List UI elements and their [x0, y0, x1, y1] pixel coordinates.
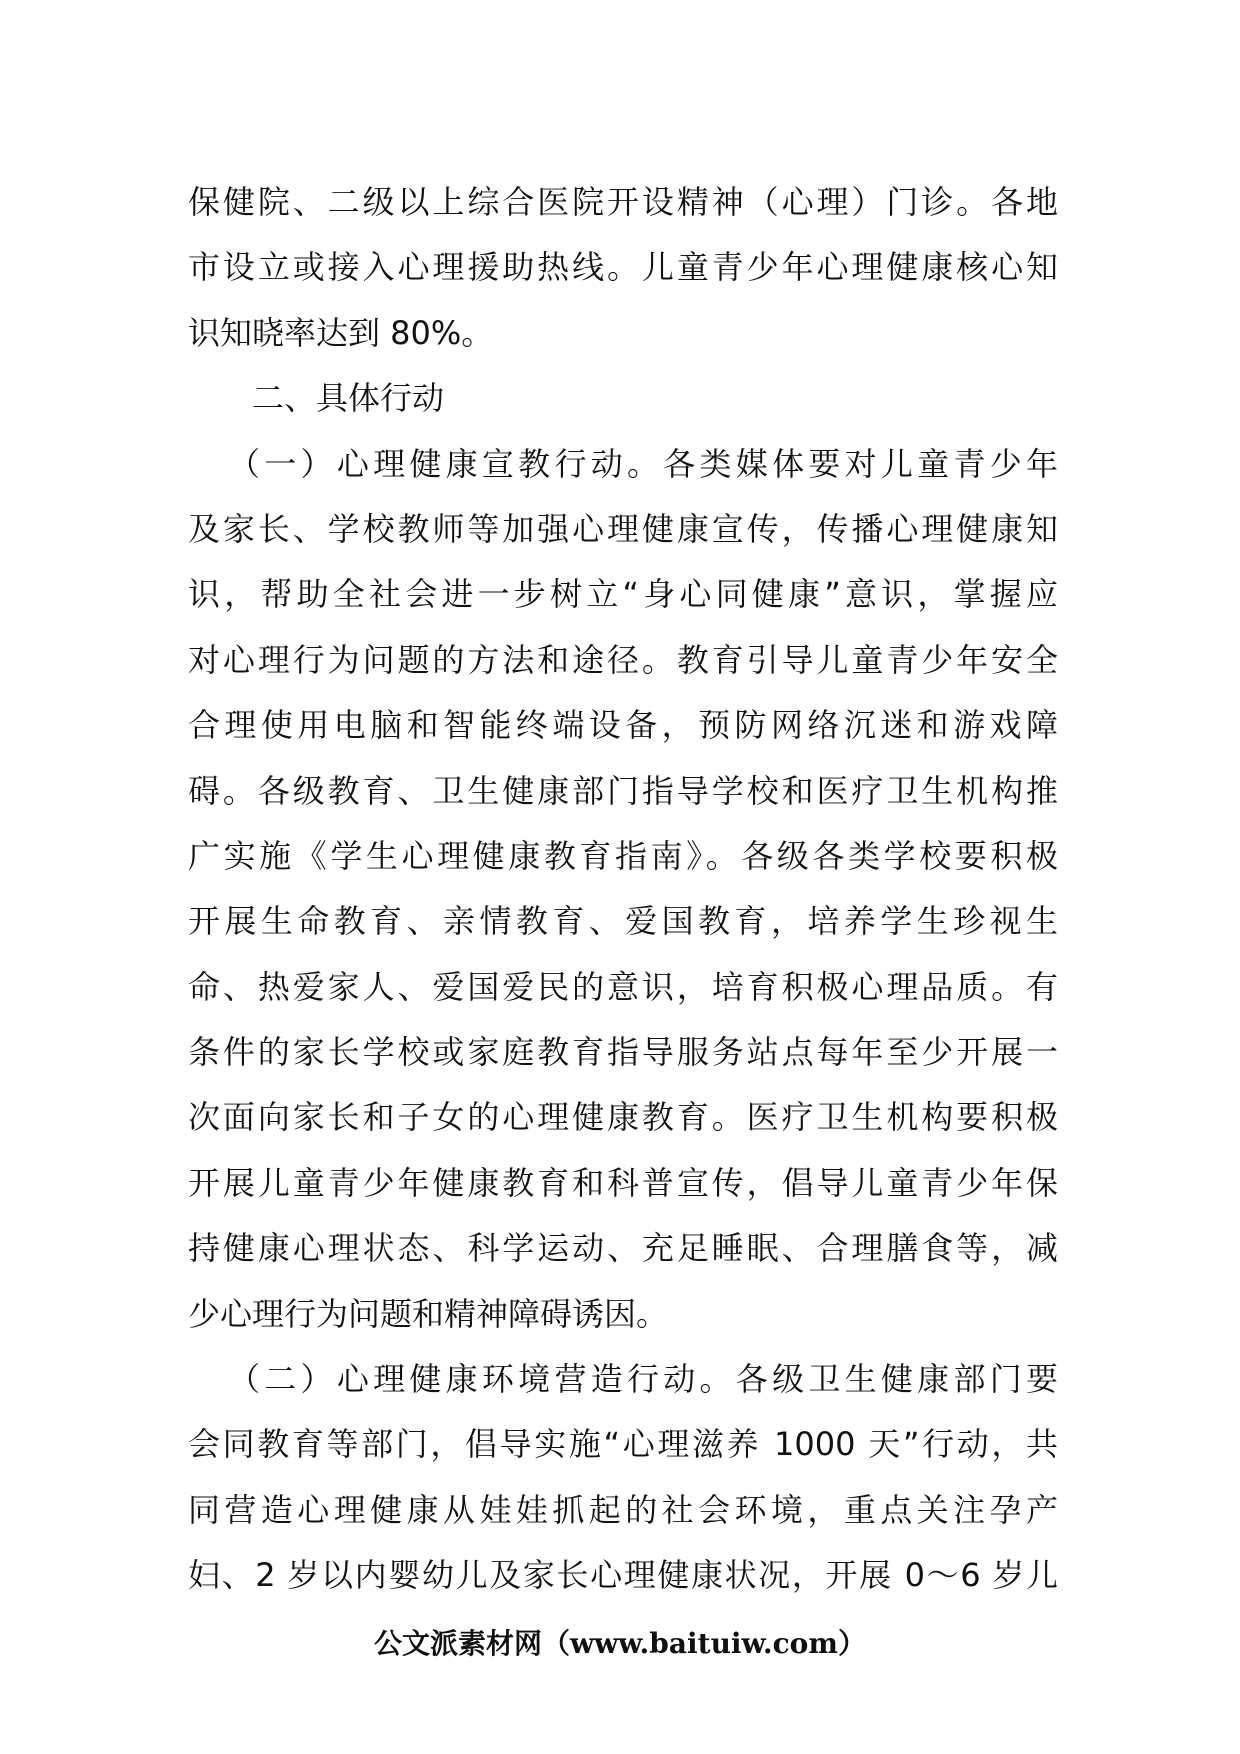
text-line: 对心理行为问题的方法和途径。教育引导儿童青少年安全 — [188, 640, 1058, 679]
paragraph-start-line: （二）心理健康环境营造行动。各级卫生健康部门要 — [228, 1360, 1058, 1399]
document-body — [188, 170, 1058, 1609]
text-line: 命、热爱家人、爱国爱民的意识，培育积极心理品质。有 — [188, 967, 1058, 1006]
text-line: 开展生命教育、亲情教育、爱国教育，培养学生珍视生 — [188, 902, 1058, 941]
section-heading: 二、具体行动 — [252, 379, 445, 418]
text-line: 合理使用电脑和智能终端设备，预防网络沉迷和游戏障 — [188, 706, 1058, 745]
text-line: 持健康心理状态、科学运动、充足睡眠、合理膳食等，减 — [188, 1229, 1058, 1268]
footer-watermark: 公文派素材网（www.baituiw.com） — [374, 1627, 866, 1660]
text-line: 开展儿童青少年健康教育和科普宣传，倡导儿童青少年保 — [188, 1163, 1058, 1202]
text-line: 条件的家长学校或家庭教育指导服务站点每年至少开展一 — [188, 1033, 1058, 1072]
text-line: 妇、2 岁以内婴幼儿及家长心理健康状况，开展 0～6 岁儿 — [188, 1556, 1058, 1595]
text-line: 及家长、学校教师等加强心理健康宣传，传播心理健康知 — [188, 509, 1058, 548]
text-line: 少心理行为问题和精神障碍诱因。 — [188, 1294, 669, 1333]
text-line: 碍。各级教育、卫生健康部门指导学校和医疗卫生机构推 — [188, 771, 1058, 810]
text-line: 次面向家长和子女的心理健康教育。医疗卫生机构要积极 — [188, 1098, 1058, 1137]
text-line: 会同教育等部门，倡导实施“心理滋养 1000 天”行动，共 — [188, 1425, 1058, 1464]
text-line: 同营造心理健康从娃娃抓起的社会环境，重点关注孕产 — [188, 1490, 1058, 1529]
text-line: 识，帮助全社会进一步树立“身心同健康”意识，掌握应 — [188, 575, 1058, 614]
text-line: 市设立或接入心理援助热线。儿童青少年心理健康核心知 — [188, 248, 1058, 287]
text-line: 广实施《学生心理健康教育指南》。各级各类学校要积极 — [188, 836, 1058, 875]
text-line: 保健院、二级以上综合医院开设精神（心理）门诊。各地 — [188, 183, 1058, 221]
text-line: 识知晓率达到 80%。 — [188, 313, 494, 352]
paragraph-start-line: （一）心理健康宣教行动。各类媒体要对儿童青少年 — [228, 444, 1058, 483]
